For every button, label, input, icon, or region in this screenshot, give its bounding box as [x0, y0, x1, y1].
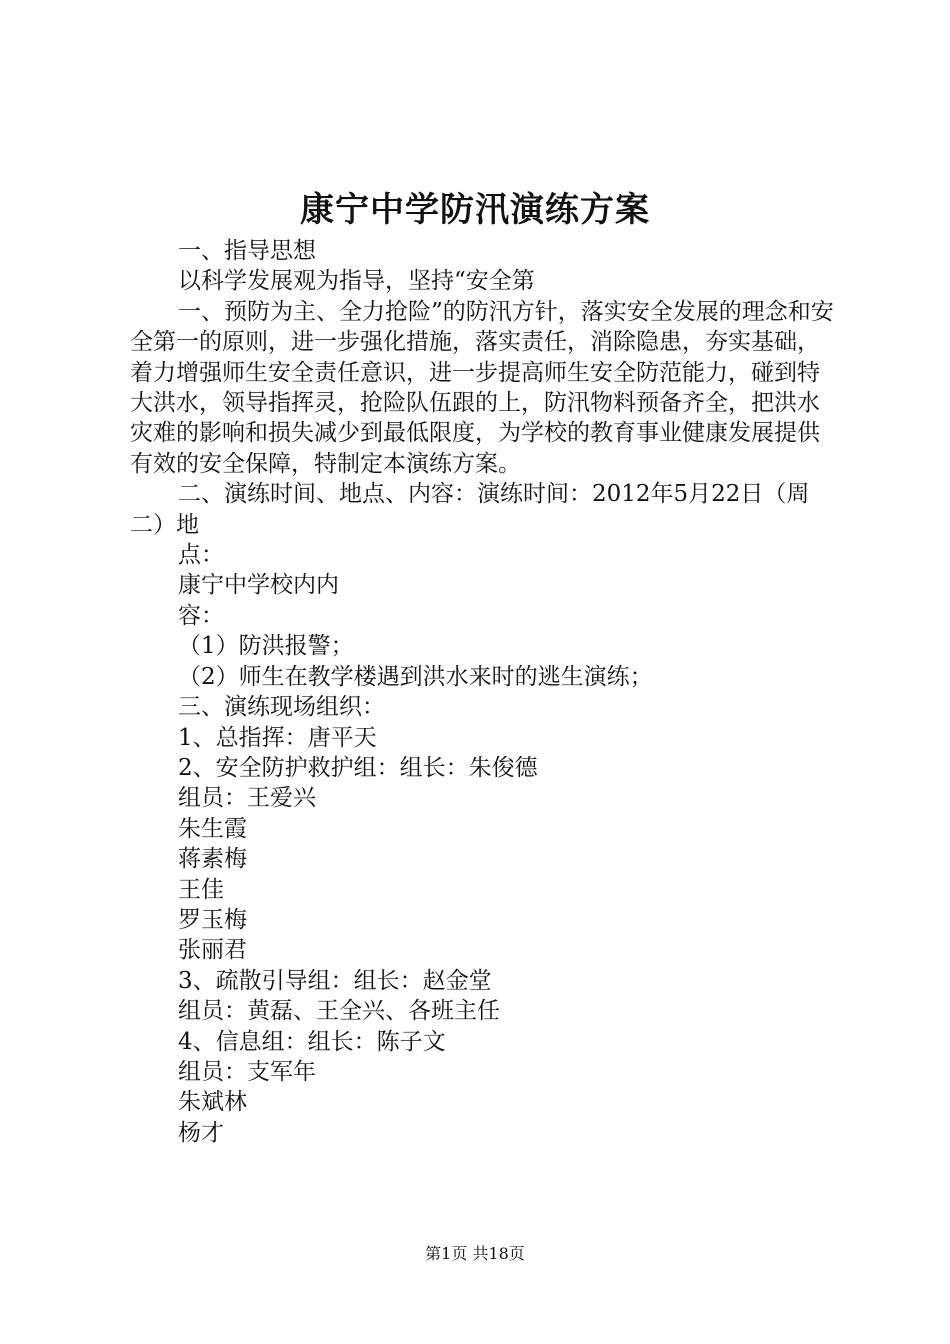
- paragraph: 一、预防为主、全力抢险”的防汛方针，落实安全发展的理念和安全第一的原则，进一步强化措施，落实责任，消除隐患，夯实基础，着力增强师生安全责任意识，进一步提高师生安全防范能力，碰到特大洪水，领导指挥灵，抢险队伍跟的上，防汛物料预备齐全，把洪水灾难的影响和损失减少到最低限度，为学校的教育事业健康发展提供有效的安全保障，特制定本演练方案。: [130, 298, 834, 477]
- list-item: 1、总指挥：唐平天: [178, 724, 377, 751]
- list-item: 王佳: [178, 876, 224, 903]
- section-heading: 三、演练现场组织：: [178, 694, 385, 721]
- document-body: [130, 236, 835, 1148]
- list-item: 组员：黄磊、王全兴、各班主任: [178, 998, 500, 1025]
- list-item: 组员：王爱兴: [178, 785, 316, 812]
- list-item: 3、疏散引导组：组长：赵金堂: [178, 967, 492, 994]
- list-item: 朱生霞: [178, 815, 247, 842]
- list-item: 蒋素梅: [178, 846, 247, 873]
- paragraph: 康宁中学校内内: [178, 572, 339, 599]
- document-title: 康宁中学防汛演练方案: [300, 190, 650, 230]
- list-item: 4、信息组：组长：陈子文: [178, 1028, 446, 1055]
- list-item: 2、安全防护救护组：组长：朱俊德: [178, 754, 538, 781]
- list-item: 组员：支军年: [178, 1058, 316, 1085]
- paragraph: 点：: [178, 542, 224, 569]
- paragraph: （2）师生在教学楼遇到洪水来时的逃生演练；: [178, 663, 653, 690]
- paragraph: （1）防洪报警；: [178, 633, 354, 660]
- page-footer: 第1页 共18页: [425, 1244, 525, 1263]
- paragraph: 以科学发展观为指导，坚持“安全第: [178, 268, 535, 295]
- list-item: 杨才: [178, 1119, 224, 1146]
- list-item: 罗玉梅: [178, 906, 247, 933]
- paragraph: 容：: [178, 602, 224, 629]
- paragraph: 一、指导思想: [178, 238, 316, 264]
- paragraph: 二、演练时间、地点、内容：演练时间：2012年5月22日（周二）地: [130, 481, 810, 538]
- list-item: 朱斌林: [178, 1089, 247, 1116]
- list-item: 张丽君: [178, 937, 247, 964]
